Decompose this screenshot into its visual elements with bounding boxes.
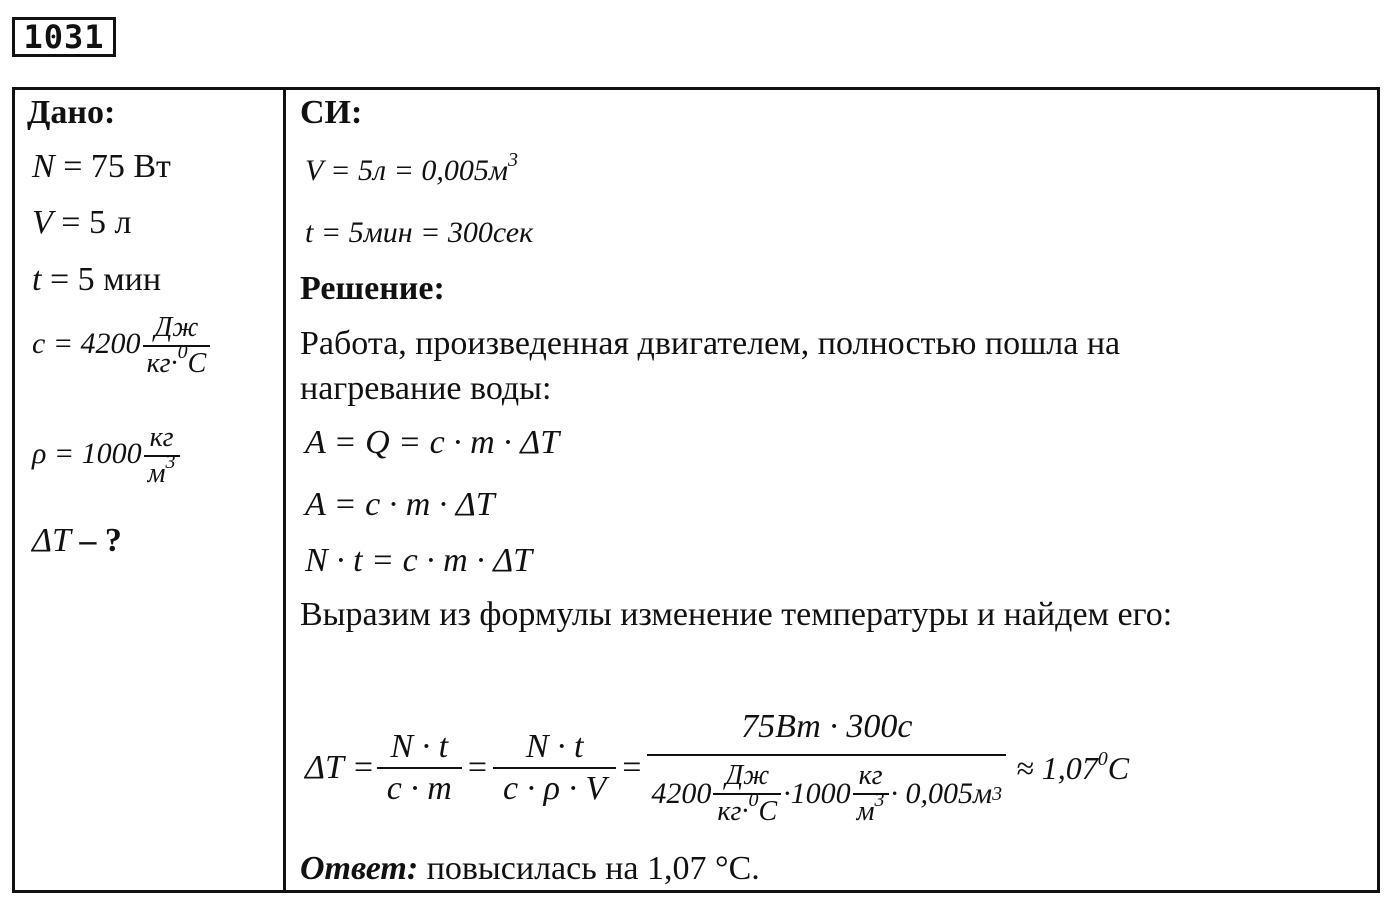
given-specific-heat: c = 4200 $\frac{Дж}{кг\cdot^0C}$: [32, 314, 212, 378]
solution-text-express: Выразим из формулы изменение температуры и найдем его:: [300, 596, 1173, 633]
si-volume: $V = 5л = 0,005м^3$: [305, 149, 518, 187]
column-divider: [283, 87, 286, 893]
solution-text-line-2: нагревание воды:: [300, 370, 552, 407]
equation-work-heat: A = Q = c · m · ΔT: [305, 424, 560, 461]
answer-text: повысилась на 1,07 °С.: [418, 850, 760, 887]
solution-heading: Решение:: [300, 270, 445, 307]
given-power: N = 75 Вт: [32, 148, 171, 185]
given-heading: Дано:: [27, 94, 116, 131]
answer-label: Ответ:: [300, 850, 419, 887]
si-time: t = 5мин = 300сек: [305, 216, 534, 249]
solution-text-line-1: Работа, произведенная двигателем, полностью пошла на: [300, 325, 1121, 362]
si-heading: СИ:: [300, 94, 363, 131]
equation-power-time: N · t = c · m · ΔT: [305, 542, 533, 579]
given-density: ρ = 1000 $\frac{кг}{м^3}$: [32, 424, 182, 488]
final-formula: ΔT = $\frac{N \cdot t}{c \cdot m}$ = $\frac{N \cdot t}{c \cdot \rho \cdot V}$ = 75Вт · 300с 4200 $\frac{Дж}{кг\cdot^0C}$ ·1000 $\frac{кг}{м^3}$ · 0,005м 3 ≈ $1,07^0C$: [305, 708, 1130, 827]
given-volume: V = 5 л: [32, 204, 132, 241]
answer-line: [300, 852, 760, 886]
given-time: t = 5 мин: [32, 261, 162, 298]
problem-number: 1031: [12, 17, 116, 57]
given-unknown: ΔT – ?: [32, 522, 122, 559]
equation-work: A = c · m · ΔT: [305, 486, 495, 523]
